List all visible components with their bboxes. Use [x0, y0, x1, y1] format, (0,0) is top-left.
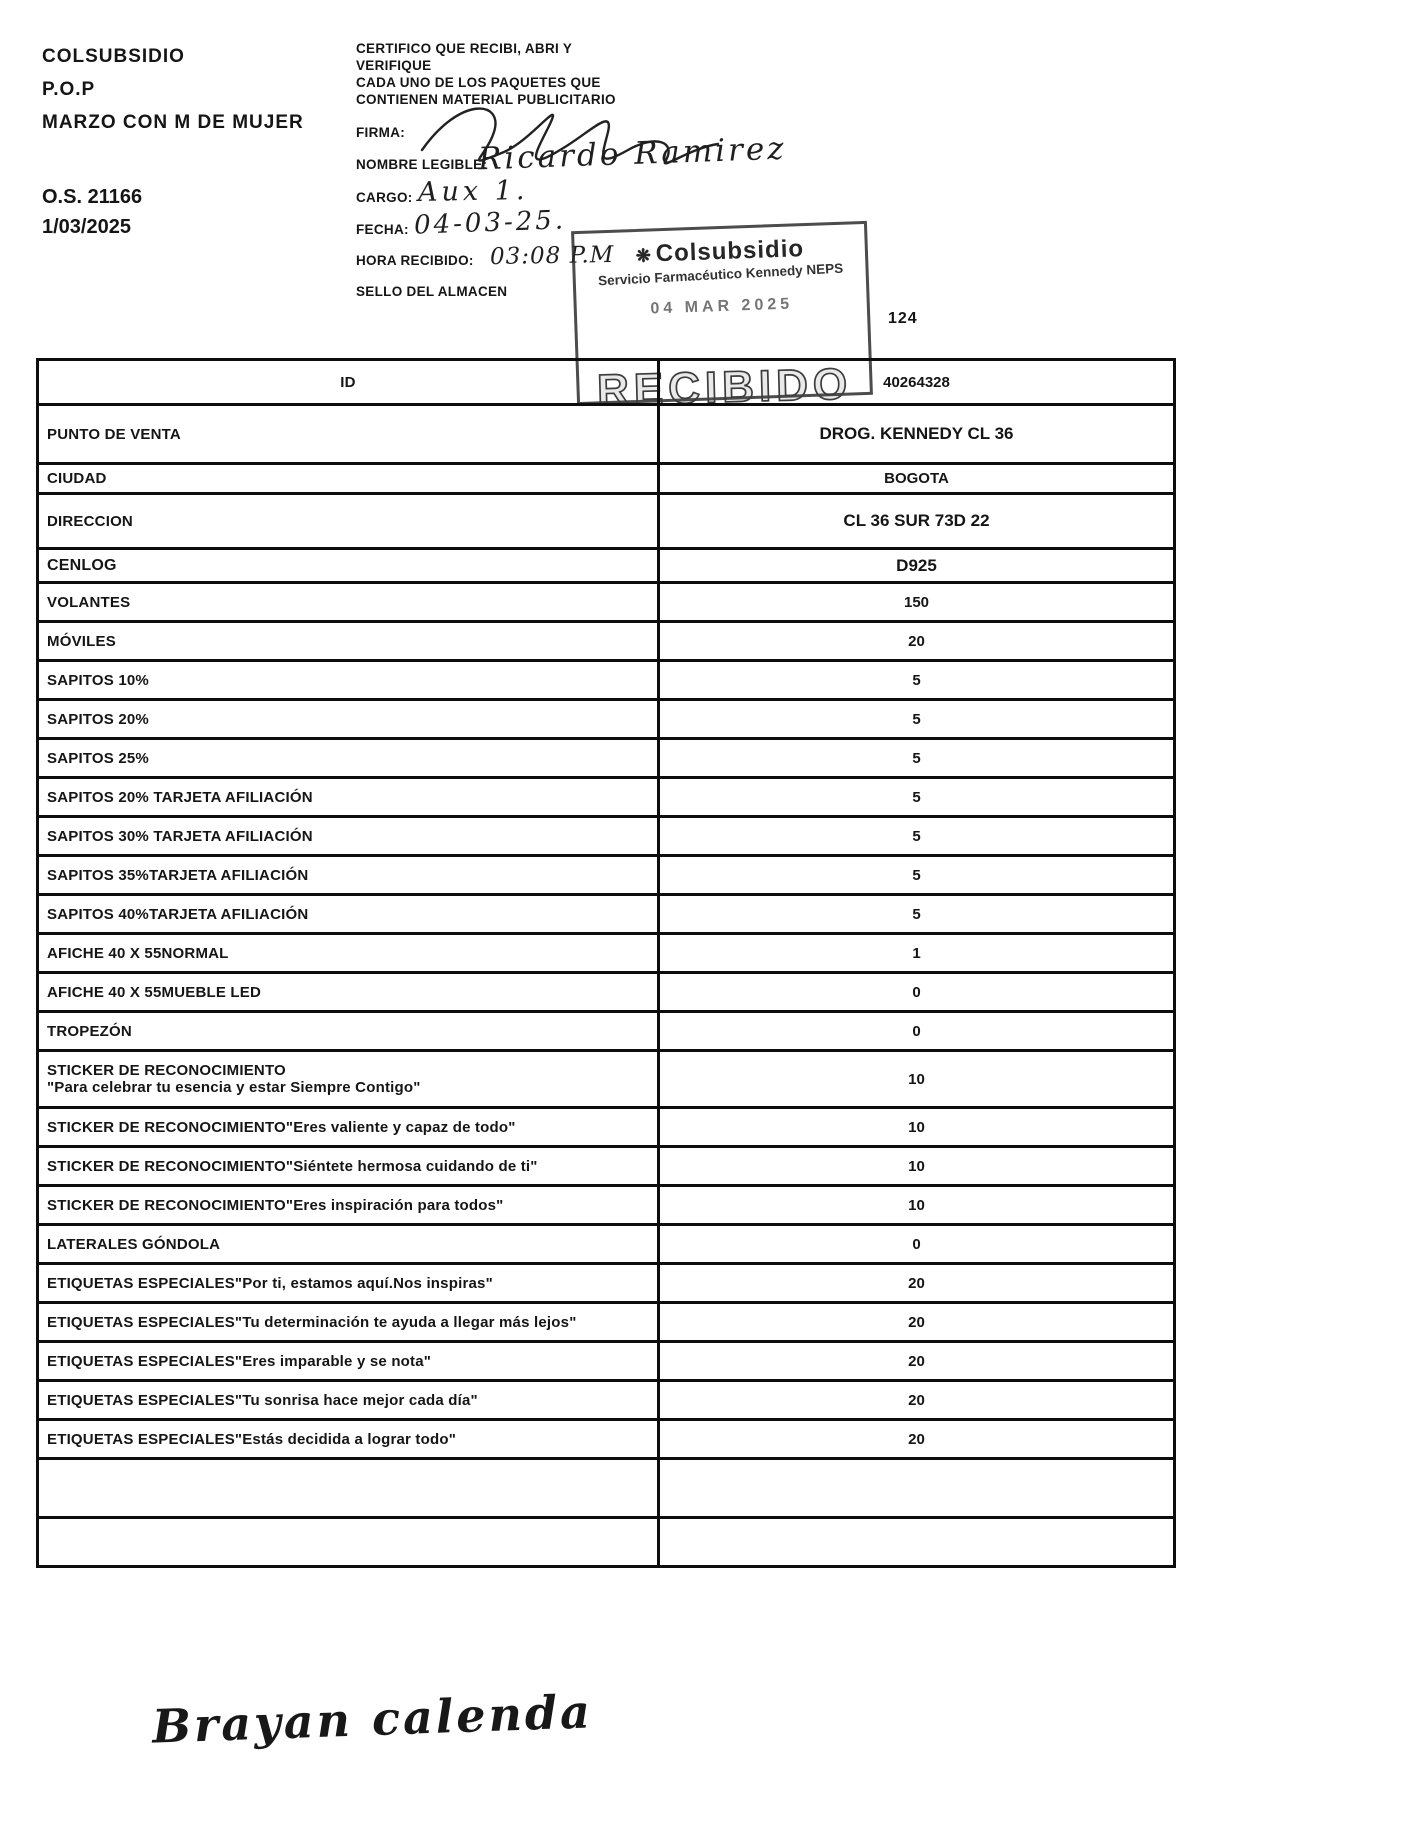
nombre-legible-label: NOMBRE LEGIBLE:: [356, 157, 488, 172]
cargo-handwriting: Aux 1.: [417, 175, 529, 208]
item-label: [39, 1519, 657, 1565]
table-row: [39, 406, 1173, 465]
table-row: [39, 974, 1173, 1013]
item-value: DROG. KENNEDY CL 36: [657, 406, 1173, 462]
table-row: [39, 361, 1173, 406]
certification-line: CADA UNO DE LOS PAQUETES QUE: [356, 75, 601, 90]
sello-almacen-label: SELLO DEL ALMACEN: [356, 284, 508, 299]
item-label: TROPEZÓN: [47, 1022, 132, 1040]
item-value: 20: [657, 623, 1173, 659]
item-label: DIRECCION: [47, 512, 133, 530]
item-value: [657, 1460, 1173, 1516]
table-row: [39, 1519, 1173, 1565]
item-label: SAPITOS 20% TARJETA AFILIACIÓN: [47, 788, 313, 806]
item-value: 5: [657, 740, 1173, 776]
item-label: STICKER DE RECONOCIMIENTO "Para celebrar tu esencia y estar Siempre Contigo": [47, 1062, 421, 1096]
table-row: [39, 1265, 1173, 1304]
company-name: COLSUBSIDIO: [42, 46, 185, 67]
stamp-brand-text: Colsubsidio: [655, 235, 805, 268]
table-row: [39, 740, 1173, 779]
table-row: [39, 1343, 1173, 1382]
item-label: ID: [340, 373, 356, 391]
table-row: [39, 550, 1173, 584]
item-label: STICKER DE RECONOCIMIENTO"Eres valiente y capaz de todo": [47, 1118, 516, 1136]
item-label: MÓVILES: [47, 632, 116, 650]
stamp-service-line: Servicio Farmacéutico Kennedy NEPS: [597, 260, 844, 289]
item-label: ETIQUETAS ESPECIALES"Tu sonrisa hace mejor cada día": [47, 1391, 478, 1409]
stamp-recibido-text: RECIBIDO: [596, 359, 853, 416]
item-value: 1: [657, 935, 1173, 971]
order-date: 1/03/2025: [42, 216, 131, 238]
firma-label: FIRMA:: [356, 125, 406, 140]
item-label: ETIQUETAS ESPECIALES"Tu determinación te ayuda a llegar más lejos": [47, 1313, 577, 1331]
item-label: [39, 1460, 657, 1516]
table-row: [39, 662, 1173, 701]
item-value: 40264328: [657, 361, 1173, 403]
item-value: 10: [657, 1148, 1173, 1184]
item-label: SAPITOS 10%: [47, 671, 149, 689]
item-label: LATERALES GÓNDOLA: [47, 1235, 221, 1253]
footer-signature-handwriting: Brayan calenda: [151, 1684, 594, 1754]
certification-line: CERTIFICO QUE RECIBI, ABRI Y: [356, 41, 573, 56]
item-value: 10: [657, 1052, 1173, 1106]
table-row: [39, 495, 1173, 550]
document-header: [42, 40, 304, 139]
page-number: 124: [888, 310, 918, 327]
program-name: P.O.P: [42, 79, 96, 100]
item-value: 5: [657, 818, 1173, 854]
table-row: [39, 1421, 1173, 1460]
item-label: CIUDAD: [47, 470, 107, 487]
table-row: [39, 1052, 1173, 1109]
item-value: [657, 1519, 1173, 1565]
item-value: 0: [657, 1226, 1173, 1262]
order-block: [42, 182, 142, 242]
item-label: PUNTO DE VENTA: [47, 425, 181, 443]
item-label: SAPITOS 30% TARJETA AFILIACIÓN: [47, 827, 313, 845]
item-value: 0: [657, 974, 1173, 1010]
item-label: AFICHE 40 X 55NORMAL: [47, 944, 229, 962]
item-label: STICKER DE RECONOCIMIENTO"Siéntete hermosa cuidando de ti": [47, 1157, 538, 1175]
item-label: SAPITOS 25%: [47, 749, 149, 767]
item-value: 20: [657, 1304, 1173, 1340]
table-row: [39, 1187, 1173, 1226]
item-value: 10: [657, 1187, 1173, 1223]
item-value: 20: [657, 1382, 1173, 1418]
table-row: [39, 935, 1173, 974]
item-value: 20: [657, 1343, 1173, 1379]
item-label: AFICHE 40 X 55MUEBLE LED: [47, 983, 262, 1001]
hora-handwriting: 03:08 P.M: [489, 241, 615, 271]
item-label: VOLANTES: [47, 593, 131, 611]
table-row: [39, 779, 1173, 818]
item-label: ETIQUETAS ESPECIALES"Estás decidida a lograr todo": [47, 1430, 457, 1448]
table-row: [39, 1460, 1173, 1519]
item-label: STICKER DE RECONOCIMIENTO"Eres inspiración para todos": [47, 1196, 504, 1214]
item-value: D925: [657, 550, 1173, 581]
certification-line: VERIFIQUE: [356, 58, 432, 73]
fecha-label: FECHA:: [356, 222, 409, 237]
table-row: [39, 584, 1173, 623]
table-row: [39, 857, 1173, 896]
item-value: 10: [657, 1109, 1173, 1145]
item-label: ETIQUETAS ESPECIALES"Por ti, estamos aquí.Nos inspiras": [47, 1274, 493, 1292]
table-row: [39, 623, 1173, 662]
campaign-name: MARZO CON M DE MUJER: [42, 112, 304, 133]
cargo-label: CARGO:: [356, 190, 413, 205]
item-value: 5: [657, 701, 1173, 737]
item-value: 20: [657, 1265, 1173, 1301]
nombre-legible-handwriting: Ricardo Ramirez: [477, 130, 788, 178]
item-label: SAPITOS 20%: [47, 710, 149, 728]
table-row: [39, 1304, 1173, 1343]
table-row: [39, 701, 1173, 740]
table-row: [39, 896, 1173, 935]
item-value: CL 36 SUR 73D 22: [657, 495, 1173, 547]
table-row: [39, 818, 1173, 857]
fecha-handwriting: 04-03-25.: [413, 205, 567, 241]
order-number: O.S. 21166: [42, 186, 143, 208]
table-row: [39, 1226, 1173, 1265]
table-row: [39, 1382, 1173, 1421]
item-value: 5: [657, 779, 1173, 815]
item-label: CENLOG: [47, 556, 117, 574]
item-label: ETIQUETAS ESPECIALES"Eres imparable y se nota": [47, 1352, 432, 1370]
item-value: 20: [657, 1421, 1173, 1457]
stamp-date: 04 MAR 2025: [650, 295, 794, 318]
item-value: 5: [657, 662, 1173, 698]
table-row: [39, 1013, 1173, 1052]
items-table: [36, 358, 1176, 1568]
hora-recibido-label: HORA RECIBIDO:: [356, 253, 474, 268]
item-value: 5: [657, 896, 1173, 932]
table-row: [39, 1148, 1173, 1187]
item-value: BOGOTA: [657, 465, 1173, 492]
item-value: 5: [657, 857, 1173, 893]
table-row: [39, 465, 1173, 495]
certification-line: CONTIENEN MATERIAL PUBLICITARIO: [356, 92, 616, 107]
colsubsidio-logo-icon: ❋: [635, 245, 653, 266]
item-value: 0: [657, 1013, 1173, 1049]
table-row: [39, 1109, 1173, 1148]
item-label: SAPITOS 35%TARJETA AFILIACIÓN: [47, 866, 309, 884]
item-value: 150: [657, 584, 1173, 620]
item-label: SAPITOS 40%TARJETA AFILIACIÓN: [47, 905, 309, 923]
